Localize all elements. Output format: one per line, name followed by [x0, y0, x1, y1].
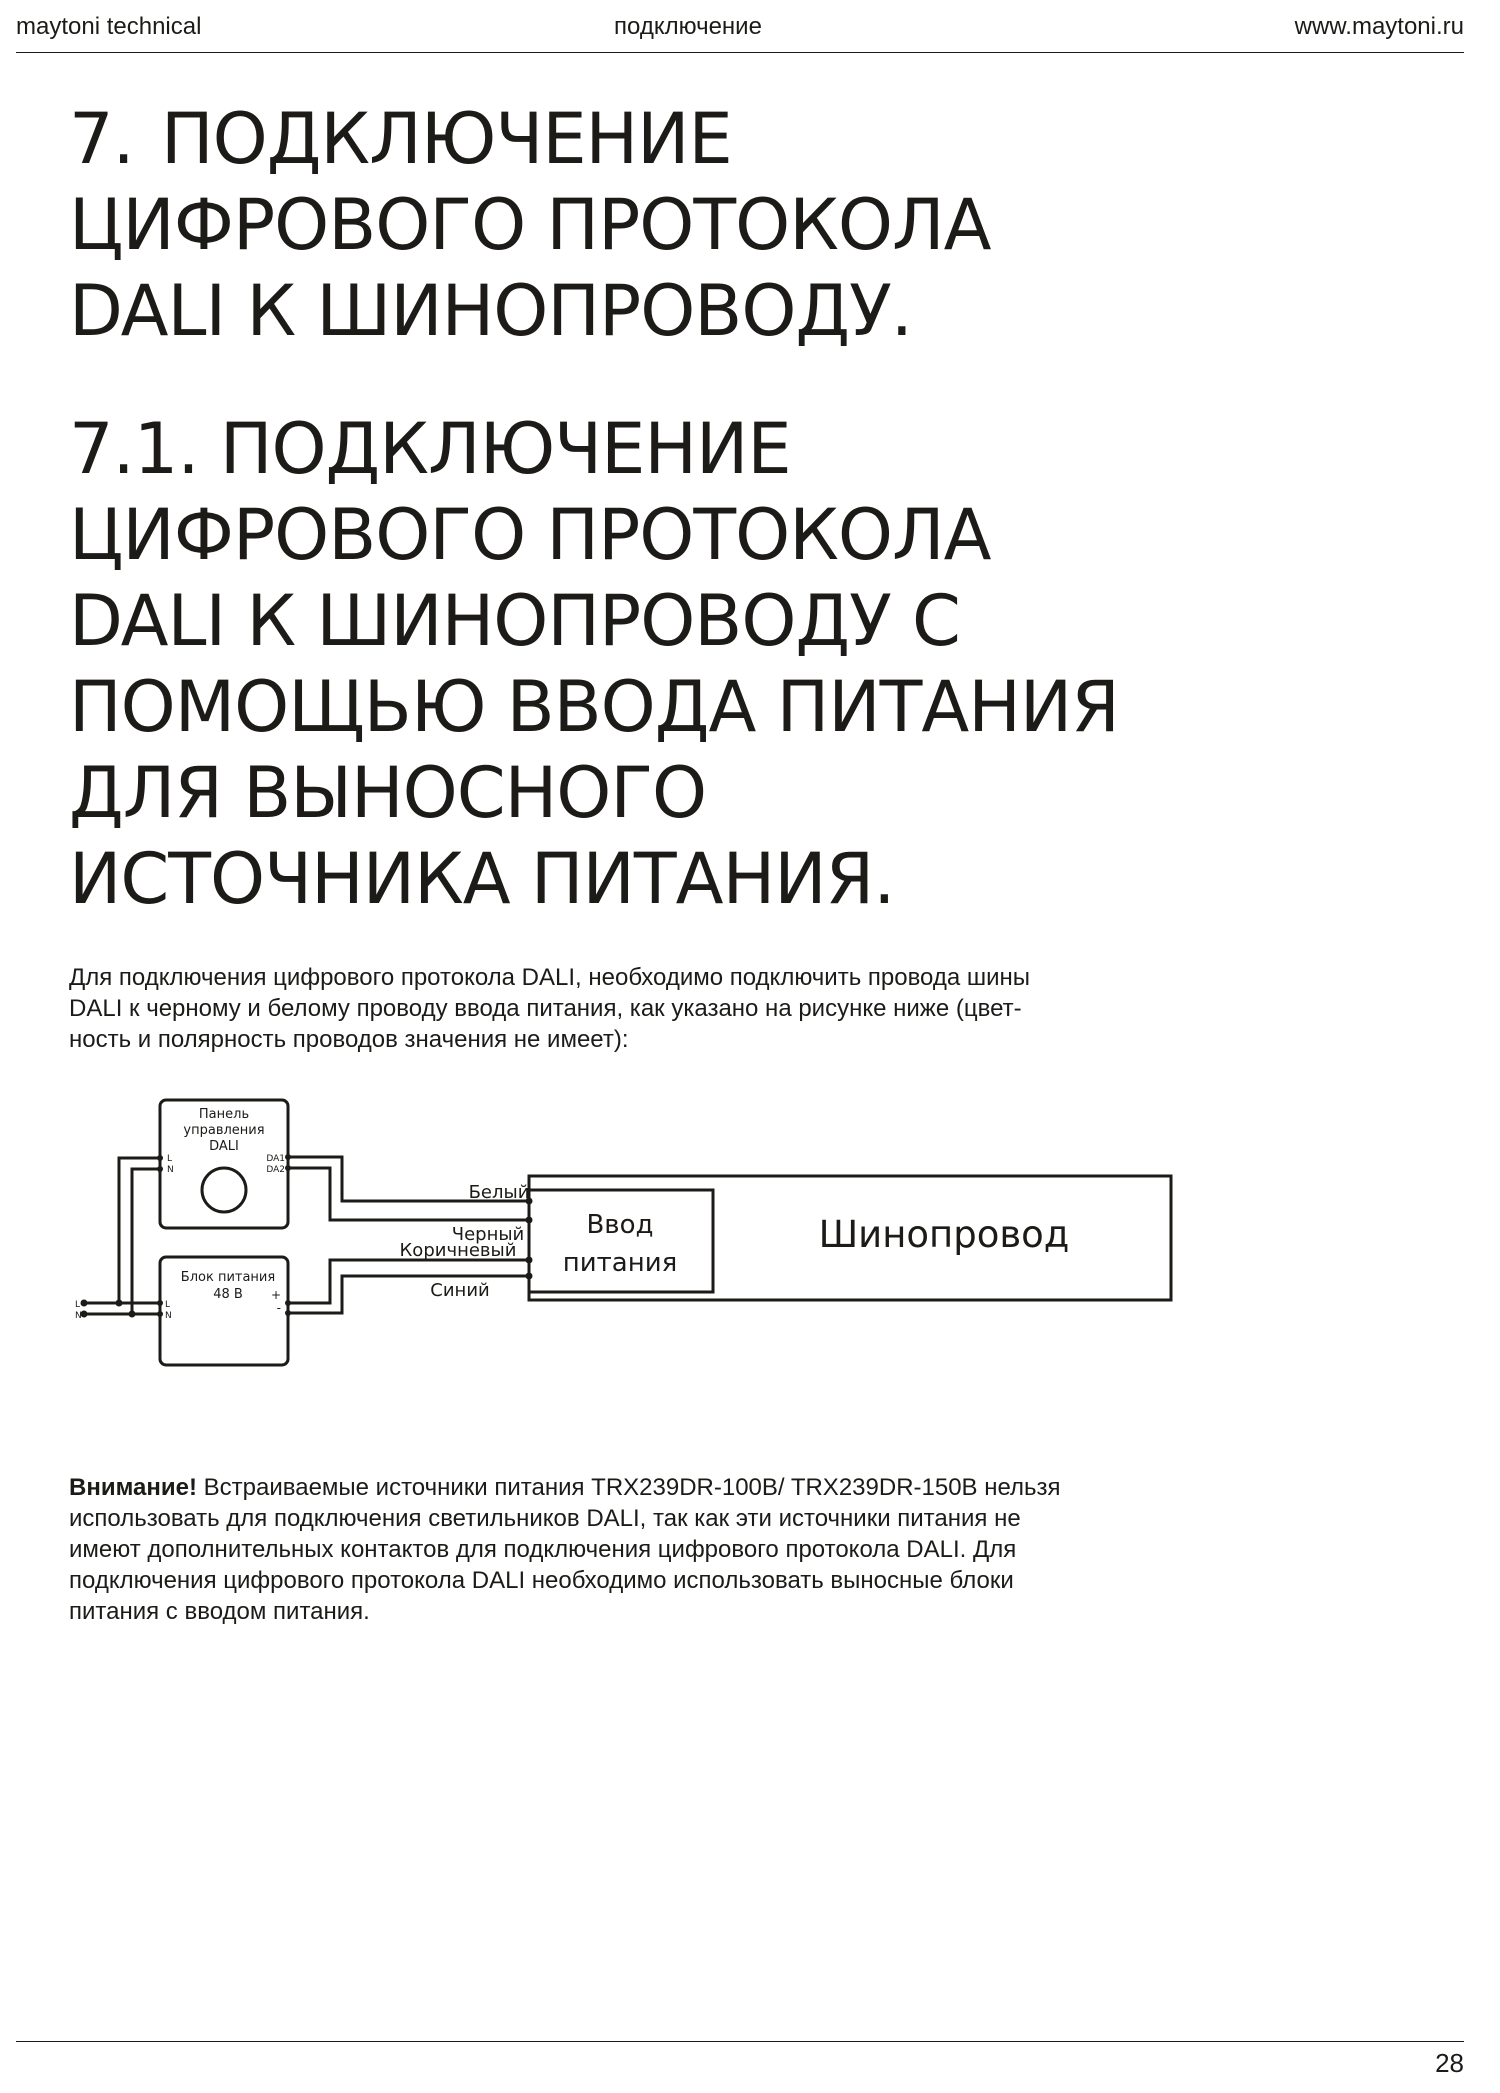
wire-plus	[288, 1260, 529, 1303]
section-heading-line-6: ИСТОЧНИКА ПИТАНИЯ.	[69, 838, 895, 920]
power-input-label-line-1: Ввод	[586, 1210, 654, 1240]
warning-line-5: питания с вводом питания.	[69, 1598, 370, 1625]
wire-label-brown: Коричневый	[399, 1240, 517, 1261]
chapter-heading-line-3: DALI К ШИНОПРОВОДУ.	[69, 270, 913, 352]
mains-n-label: N	[75, 1311, 82, 1321]
chapter-heading	[69, 96, 991, 354]
dial-icon	[202, 1168, 246, 1212]
intro-line-3: ность и полярность проводов значения не имеет):	[69, 1026, 629, 1053]
section-heading-line-3: DALI К ШИНОПРОВОДУ С	[69, 580, 960, 662]
header-brand: maytoni technical	[16, 13, 202, 40]
chapter-heading-line-1: ПОДКЛЮЧЕНИЕ	[161, 98, 732, 180]
psu-title-line-2: 48 В	[213, 1287, 243, 1302]
section-heading-line-2: ЦИФРОВОГО ПРОТОКОЛА	[69, 494, 991, 576]
intro-paragraph	[69, 962, 1189, 1055]
psu-pin-l: L	[165, 1300, 171, 1310]
wire-label-blue: Синий	[430, 1280, 490, 1301]
panel-title-line-2: управления	[183, 1123, 265, 1138]
footer-divider	[16, 2041, 1464, 2042]
warning-line-3: имеют дополнительных контактов для подключения цифрового протокола DALI. Для	[69, 1536, 1017, 1563]
section-heading-line-4: ПОМОЩЬЮ ВВОДА ПИТАНИЯ	[69, 666, 1119, 748]
warning-line-1: Встраиваемые источники питания TRX239DR-100B/ TRX239DR-150B нельзя	[196, 1474, 1061, 1501]
intro-line-1: Для подключения цифрового протокола DALI, необходимо подключить провода шины	[69, 964, 1031, 991]
page-header	[16, 0, 1464, 53]
wire-n-panel	[132, 1169, 160, 1314]
panel-title-line-3: DALI	[209, 1139, 239, 1154]
panel-pin-n: N	[167, 1165, 174, 1175]
page-number: 28	[1435, 2048, 1464, 2078]
panel-title-line-1: Панель	[198, 1107, 250, 1122]
psu-pin-minus: -	[276, 1301, 281, 1315]
chapter-number: 7.	[69, 98, 134, 180]
warning-line-4: подключения цифрового протокола DALI необходимо использовать выносные блоки	[69, 1567, 1014, 1594]
chapter-heading-line-2: ЦИФРОВОГО ПРОТОКОЛА	[69, 184, 991, 266]
panel-pin-da2: DA2	[266, 1165, 285, 1175]
intro-line-2: DALI к черному и белому проводу ввода питания, как указано на рисунке ниже (цвет-	[69, 995, 1022, 1022]
header-section: подключение	[614, 13, 762, 40]
wire-label-white: Белый	[468, 1182, 530, 1203]
section-heading-line-5: ДЛЯ ВЫНОСНОГО	[69, 752, 707, 834]
section-heading-line-1: 7.1. ПОДКЛЮЧЕНИЕ	[69, 408, 791, 490]
warning-label: Внимание!	[69, 1474, 197, 1501]
wire-minus	[288, 1276, 529, 1313]
mains-l-label: L	[75, 1300, 81, 1310]
psu-pin-n: N	[165, 1311, 172, 1321]
header-website: www.maytoni.ru	[1294, 13, 1464, 40]
wiring-diagram	[66, 1090, 1186, 1380]
power-input-label-line-2: питания	[562, 1248, 678, 1278]
warning-paragraph	[69, 1472, 1199, 1627]
track-label: Шинопровод	[818, 1213, 1070, 1256]
warning-line-2: использовать для подключения светильников DALI, так как эти источники питания не	[69, 1505, 1021, 1532]
section-heading	[69, 406, 1119, 922]
psu-title-line-1: Блок питания	[180, 1270, 276, 1285]
wire-l-panel	[119, 1158, 160, 1303]
psu-pin-plus: +	[270, 1288, 281, 1302]
panel-pin-da1: DA1	[266, 1154, 285, 1164]
panel-pin-l: L	[167, 1154, 173, 1164]
wire-label-black: Черный	[451, 1224, 525, 1245]
